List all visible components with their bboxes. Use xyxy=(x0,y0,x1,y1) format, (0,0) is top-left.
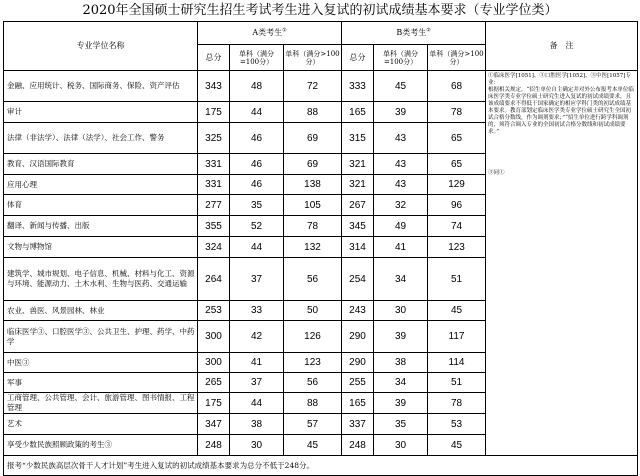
cell-b-single-over100: 129 xyxy=(428,175,486,195)
cell-a-total: 248 xyxy=(198,435,230,456)
cell-b-total: 165 xyxy=(342,102,374,123)
cell-b-single-100: 43 xyxy=(374,123,428,154)
cell-a-single-over100: 88 xyxy=(284,102,342,123)
cell-a-single-100: 37 xyxy=(230,373,284,393)
header-b-total: 总分 xyxy=(342,45,374,71)
cell-a-total: 300 xyxy=(198,353,230,373)
cell-a-total: 331 xyxy=(198,175,230,195)
cell-a-single-100: 37 xyxy=(230,258,284,301)
cell-a-single-100: 44 xyxy=(230,393,284,414)
row-category-name: 军事 xyxy=(4,373,198,393)
cell-a-single-100: 41 xyxy=(230,353,284,373)
cell-b-single-over100: 114 xyxy=(428,353,486,373)
row-category-name: 应用心理 xyxy=(4,175,198,195)
cell-b-single-over100: 45 xyxy=(428,435,486,456)
cell-a-single-over100: 56 xyxy=(284,373,342,393)
cell-b-single-100: 32 xyxy=(374,195,428,216)
cell-b-total: 337 xyxy=(342,414,374,435)
cell-a-single-100: 33 xyxy=(230,301,284,321)
cell-a-single-100: 48 xyxy=(230,71,284,102)
cell-b-single-100: 38 xyxy=(374,353,428,373)
cell-b-single-over100: 45 xyxy=(428,301,486,321)
cell-b-single-over100: 51 xyxy=(428,373,486,393)
cell-a-single-over100: 78 xyxy=(284,216,342,237)
cell-b-total: 254 xyxy=(342,258,374,301)
cell-a-single-over100: 132 xyxy=(284,237,342,258)
cell-b-total: 321 xyxy=(342,154,374,175)
cell-b-single-100: 39 xyxy=(374,102,428,123)
row-category-name: 金融、应用统计、税务、国际商务、保险、资产评估 xyxy=(4,71,198,102)
remarks-line-1: ①临床医学[1051]、③口腔医学[1052]、③中医[1057]专业： xyxy=(488,73,631,86)
cell-a-single-100: 44 xyxy=(230,237,284,258)
cell-b-single-100: 43 xyxy=(374,175,428,195)
cell-b-total: 315 xyxy=(342,123,374,154)
cell-b-single-over100: 117 xyxy=(428,321,486,353)
cell-b-total: 248 xyxy=(342,435,374,456)
cell-a-single-100: 42 xyxy=(230,321,284,353)
cell-a-total: 324 xyxy=(198,237,230,258)
cell-b-total: 165 xyxy=(342,393,374,414)
cell-a-single-100: 46 xyxy=(230,175,284,195)
cell-b-total: 290 xyxy=(342,353,374,373)
cell-a-single-over100: 72 xyxy=(284,71,342,102)
row-category-name: 农业、兽医、风景园林、林业 xyxy=(4,301,198,321)
cell-a-single-over100: 56 xyxy=(284,258,342,301)
cell-a-total: 175 xyxy=(198,102,230,123)
row-category-name: 享受少数民族照顾政策的考生③ xyxy=(4,435,198,456)
cell-a-single-100: 35 xyxy=(230,195,284,216)
cell-a-total: 265 xyxy=(198,373,230,393)
cell-a-single-over100: 69 xyxy=(284,123,342,154)
row-category-name: 文物与博物馆 xyxy=(4,237,198,258)
row-category-name: 中医③ xyxy=(4,353,198,373)
cell-b-total: 290 xyxy=(342,321,374,353)
row-category-name: 审计 xyxy=(4,102,198,123)
cell-a-single-over100: 45 xyxy=(284,435,342,456)
cell-b-single-100: 34 xyxy=(374,373,428,393)
cell-a-single-100: 44 xyxy=(230,102,284,123)
cell-b-single-over100: 51 xyxy=(428,258,486,301)
cell-a-single-over100: 50 xyxy=(284,301,342,321)
header-a-total: 总分 xyxy=(198,45,230,71)
cell-a-total: 300 xyxy=(198,321,230,353)
cell-b-total: 333 xyxy=(342,71,374,102)
cell-a-single-100: 38 xyxy=(230,414,284,435)
cell-b-total: 314 xyxy=(342,237,374,258)
cell-b-single-over100: 65 xyxy=(428,123,486,154)
footer-row xyxy=(4,456,638,476)
cell-b-single-100: 39 xyxy=(374,321,428,353)
cell-a-single-over100: 138 xyxy=(284,175,342,195)
cell-a-total: 325 xyxy=(198,123,230,154)
cell-a-single-100: 46 xyxy=(230,154,284,175)
cell-b-single-100: 45 xyxy=(374,71,428,102)
header-a-single-over100: 单科（满分>100分） xyxy=(284,45,342,71)
cell-b-single-100: 30 xyxy=(374,301,428,321)
cell-b-total: 255 xyxy=(342,373,374,393)
cell-a-total: 343 xyxy=(198,71,230,102)
cell-a-total: 253 xyxy=(198,301,230,321)
cell-b-single-100: 34 xyxy=(374,258,428,301)
cell-b-single-over100: 123 xyxy=(428,237,486,258)
page-title: 2020年全国硕士研究生招生考试考生进入复试的初试成绩基本要求（专业学位类） xyxy=(82,3,558,18)
cell-b-single-over100: 96 xyxy=(428,195,486,216)
footer-note: 报考“少数民族高层次骨干人才计划”考生进入复试的初试成绩基本要求为总分不低于248分。 xyxy=(4,456,638,476)
cell-b-single-over100: 74 xyxy=(428,216,486,237)
cell-b-total: 345 xyxy=(342,216,374,237)
remarks-cell xyxy=(486,71,638,456)
cell-a-single-over100: 69 xyxy=(284,154,342,175)
header-remarks: 备 注 xyxy=(486,22,638,71)
cell-b-single-over100: 53 xyxy=(428,414,486,435)
table-row xyxy=(4,71,638,102)
cell-a-single-100: 52 xyxy=(230,216,284,237)
cell-a-total: 175 xyxy=(198,393,230,414)
cell-a-single-over100: 126 xyxy=(284,321,342,353)
cell-a-single-100: 30 xyxy=(230,435,284,456)
header-a-group: A类考生① xyxy=(198,22,342,45)
header-category: 专业学位名称 xyxy=(4,22,198,71)
cell-b-single-over100: 78 xyxy=(428,102,486,123)
cell-b-single-100: 39 xyxy=(374,393,428,414)
cell-b-single-100: 35 xyxy=(374,414,428,435)
cell-b-single-100: 30 xyxy=(374,435,428,456)
cell-b-single-over100: 78 xyxy=(428,393,486,414)
cell-b-total: 321 xyxy=(342,175,374,195)
cell-a-total: 277 xyxy=(198,195,230,216)
cell-a-single-100: 46 xyxy=(230,123,284,154)
cell-a-total: 355 xyxy=(198,216,230,237)
remarks-line-2: 根据相关规定，“招生单位自主确定并对外公布报考本单位临床医学类专业学位硕士研究生进入复试的初试成绩要求，且该成绩要求不得低于国家确定的相应学科门类的初试成绩基本要求。教育部划定临床医学类专业学位硕士研究生全国初试合格分数线，作为调剂要求；”“招生单位进行跨学科调剂的，须符合调入专业的全国初试合格分数线和初试成绩要求。” xyxy=(488,87,634,135)
row-category-name: 法律（非法学）、法律（法学）、社会工作、警务 xyxy=(4,123,198,154)
row-category-name: 翻译、新闻与传播、出版 xyxy=(4,216,198,237)
cell-a-total: 347 xyxy=(198,414,230,435)
cell-b-single-100: 43 xyxy=(374,154,428,175)
row-category-name: 体育 xyxy=(4,195,198,216)
header-a-single-100: 单科（满分=100分） xyxy=(230,45,284,71)
cell-a-single-over100: 88 xyxy=(284,393,342,414)
cell-a-single-over100: 105 xyxy=(284,195,342,216)
score-table xyxy=(3,21,638,476)
header-b-group: B类考生② xyxy=(342,22,486,45)
cell-b-total: 267 xyxy=(342,195,374,216)
row-category-name: 建筑学、城市规划、电子信息、机械、材料与化工、资源与环境、能源动力、土木水利、生物与医药、交通运输 xyxy=(4,258,198,301)
row-category-name: 工商管理、公共管理、会计、旅游管理、图书情报、工程管理 xyxy=(4,393,198,414)
cell-b-single-over100: 65 xyxy=(428,154,486,175)
cell-b-single-over100: 68 xyxy=(428,71,486,102)
header-b-single-100: 单科（满分=100分） xyxy=(374,45,428,71)
cell-a-single-over100: 57 xyxy=(284,414,342,435)
row-category-name: 教育、汉语国际教育 xyxy=(4,154,198,175)
cell-a-single-over100: 123 xyxy=(284,353,342,373)
header-b-single-over100: 单科（满分>100分） xyxy=(428,45,486,71)
row-category-name: 艺术 xyxy=(4,414,198,435)
cell-a-total: 331 xyxy=(198,154,230,175)
cell-b-total: 243 xyxy=(342,301,374,321)
cell-b-single-100: 41 xyxy=(374,237,428,258)
row-category-name: 临床医学③、口腔医学③、公共卫生、护理、药学、中药学 xyxy=(4,321,198,353)
cell-b-single-100: 49 xyxy=(374,216,428,237)
remarks-line-3: ③同① xyxy=(488,170,505,176)
cell-a-total: 264 xyxy=(198,258,230,301)
